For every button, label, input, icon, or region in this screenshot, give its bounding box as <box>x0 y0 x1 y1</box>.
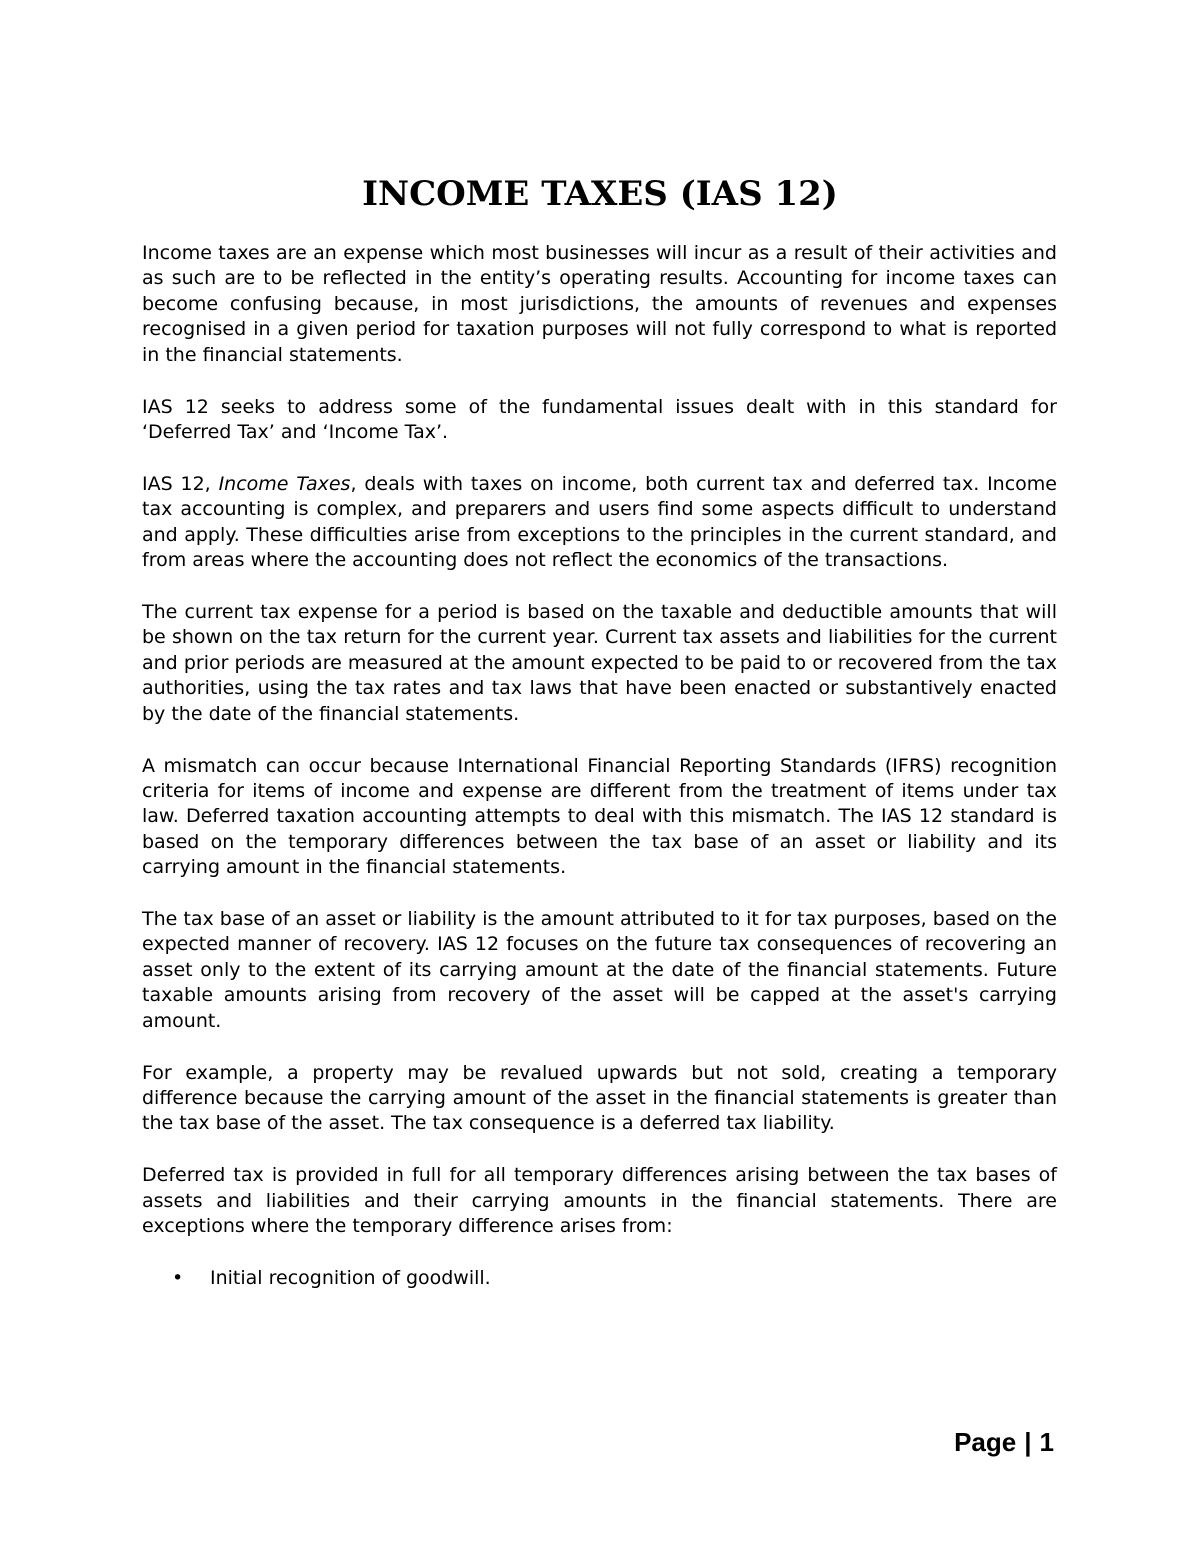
page-label: Page <box>954 1427 1017 1457</box>
ias-paragraph-suffix: , deals with taxes on income, both current tax and deferred tax. Income tax accounting is complex, and preparers and users find some aspects difficult to understand and apply. These difficulties arise from exceptions to the principles in the current standard, and from areas where the accounting does not reflect the economics of the transactions. <box>142 472 1057 572</box>
page-title: INCOME TAXES (IAS 12) <box>362 174 838 214</box>
paragraph-example: For example, a property may be revalued upwards but not sold, creating a temporary difference because the carrying amount of the asset in the financial statements is greater than the tax base of the asset. The tax consequence is a deferred tax liability. <box>142 1061 1057 1135</box>
page-footer <box>954 1425 1054 1459</box>
paragraph-current-tax: The current tax expense for a period is based on the taxable and deductible amounts that will be shown on the tax return for the current year. Current tax assets and liabilities for the current and prior periods are measured at the amount expected to be paid to or recovered from the tax authorities, using the tax rates and tax laws that have been enacted or substantively enacted by the date of the financial statements. <box>142 600 1057 725</box>
exceptions-list <box>142 1266 1057 1291</box>
document-body <box>142 241 1057 1291</box>
list-item <box>142 1266 1057 1291</box>
paragraph-ias12-definition <box>142 472 1057 574</box>
paragraph-intro: Income taxes are an expense which most businesses will incur as a result of their activities and as such are to be reflected in the entity’s operating results. Accounting for income taxes can become confusing because, in most jurisdictions, the amounts of revenues and expenses recognised in a given period for taxation purposes will not fully correspond to what is reported in the financial statements. <box>142 242 1057 366</box>
paragraph-deferred-tax: Deferred tax is provided in full for all temporary differences arising between the tax bases of assets and liabilities and their carrying amounts in the financial statements. There are exceptions where the temporary difference arises from: <box>142 1164 1057 1238</box>
paragraph-ias12-scope: IAS 12 seeks to address some of the fundamental issues dealt with in this standard for ‘Deferred Tax’ and ‘Income Tax’. <box>142 395 1057 443</box>
paragraph-tax-base: The tax base of an asset or liability is the amount attributed to it for tax purposes, based on the expected manner of recovery. IAS 12 focuses on the future tax consequences of recovering an asset only to the extent of its carrying amount at the date of the financial statements. Future taxable amounts arising from recovery of the asset will be capped at the asset's carrying amount. <box>142 908 1057 1032</box>
page-separator: | <box>1024 1427 1032 1457</box>
paragraph-mismatch: A mismatch can occur because International Financial Reporting Standards (IFRS) recognition criteria for items of income and expense are different from the treatment of items under tax law. Deferred taxation accounting attempts to deal with this mismatch. The IAS 12 standard is based on the temporary differences between the tax base of an asset or liability and its carrying amount in the financial statements. <box>142 754 1057 879</box>
page-number: 1 <box>1039 1427 1054 1457</box>
ias-paragraph-italic: Income Taxes <box>218 472 351 495</box>
bullet-icon: • <box>172 1267 184 1289</box>
ias-paragraph-prefix: IAS 12, <box>142 472 219 495</box>
list-item-text: Initial recognition of goodwill. <box>210 1267 491 1289</box>
